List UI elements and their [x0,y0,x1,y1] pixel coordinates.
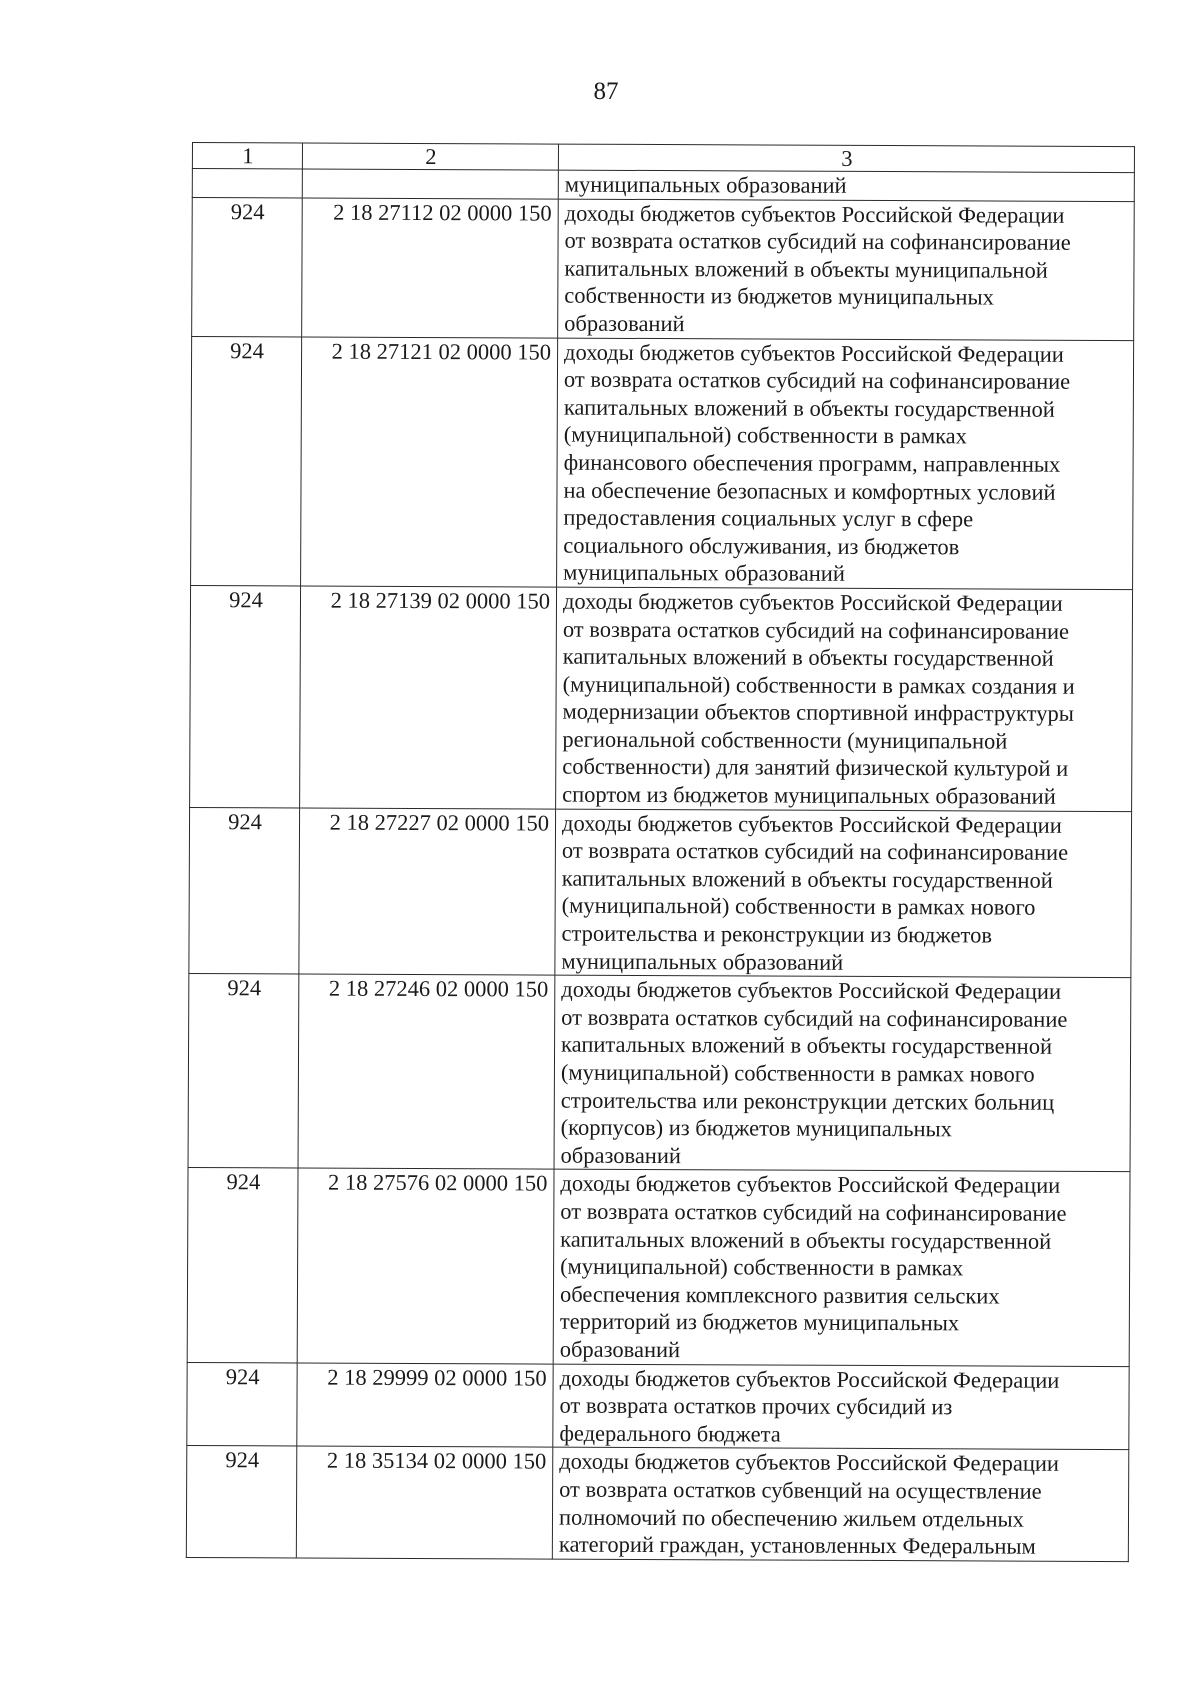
description-line: строительства и реконструкции из бюджетов [561,920,993,948]
description-line: капитальных вложений в объекты государственной [561,865,1053,893]
description-line: доходы бюджетов субъектов Российской Федерации [561,810,1062,838]
description-line: (муниципальной) собственности в рамках [560,1253,964,1281]
budget-code-cell: 2 18 27121 02 0000 150 [301,337,558,587]
budget-code-cell: 2 18 27246 02 0000 150 [298,974,555,1169]
description-line: капитальных вложений в объекты государственной [562,643,1054,671]
description-line: спортом из бюджетов муниципальных образований [562,781,1056,809]
continuation-row [192,169,1134,202]
description-line: муниципальных образований [564,171,847,198]
description-cell [554,975,1131,1172]
description-line: муниципальных образований [561,948,844,975]
table-row [189,807,1132,978]
description-line: доходы бюджетов субъектов Российской Федерации [559,1448,1060,1477]
description-line: образований [564,310,685,337]
description-line: от возврата остатков субвенций на осуществление [559,1476,1042,1504]
description-line: доходы бюджетов субъектов Российской Федерации [561,976,1062,1005]
budget-code-cell: 2 18 27227 02 0000 150 [299,808,556,976]
admin-code-cell: 924 [191,336,302,586]
table-row [187,1362,1129,1450]
description-line: доходы бюджетов субъектов Российской Федерации [564,200,1065,228]
description-line: (муниципальной) собственности в рамках нового [560,1059,1035,1087]
budget-code-cell: 2 18 35134 02 0000 150 [296,1446,552,1558]
description-line: капитальных вложений в объекты государственной [561,1032,1053,1060]
description-line: от возврата остатков субсидий на софинансирование [561,837,1069,866]
admin-code-cell: 924 [188,974,299,1169]
description-line: на обеспечение безопасных и комфортных условий [563,477,1056,505]
description-line: капитальных вложений в объекты государственной [563,394,1055,422]
page-number: 87 [593,78,619,105]
description-line: доходы бюджетов субъектов Российской Федерации [559,1365,1060,1393]
budget-code-cell: 2 18 27139 02 0000 150 [300,586,557,809]
description-cell [557,338,1134,590]
description-line: от возврата остатков субсидий на софинансирование [563,366,1071,394]
description-line: муниципальных образований [563,559,845,587]
admin-code-cell: 924 [192,197,303,336]
description-cell [556,587,1133,811]
description-line: от возврата остатков субсидий на софинансирование [562,616,1070,644]
description-cell [552,1447,1128,1561]
description-line: от возврата остатков прочих субсидий из [559,1392,953,1420]
description-line: строительства или реконструкции детских больниц [560,1087,1055,1115]
table-row [188,974,1131,1172]
budget-code-cell: 2 18 29999 02 0000 150 [297,1363,553,1448]
description-cell [558,170,1134,201]
description-line: от возврата остатков субсидий на софинансирование [561,1004,1068,1032]
description-line: предоставления социальных услуг в сфере [563,504,974,532]
budget-code-cell: 2 18 27112 02 0000 150 [302,198,559,338]
description-line: региональной собственности (муниципальной [562,726,1008,754]
description-line: доходы бюджетов субъектов Российской Федерации [562,588,1063,616]
description-line: финансового обеспечения программ, направленных [563,449,1061,477]
description-line: доходы бюджетов субъектов Российской Федерации [564,339,1064,367]
description-line: образований [559,1336,681,1363]
description-line: капитальных вложений в объекты государственной [560,1226,1052,1254]
admin-code-cell: 924 [186,1446,296,1558]
description-line: капитальных вложений в объекты муниципальной [564,255,1048,283]
admin-code-cell: 924 [187,1168,298,1363]
description-cell [553,1169,1130,1366]
budget-code-cell: 2 18 27576 02 0000 150 [297,1168,554,1363]
table-row [186,1446,1128,1561]
description-line: социального обслуживания, из бюджетов [563,532,960,560]
admin-code-cell: 924 [189,807,300,974]
description-cell [555,809,1132,978]
description-line: (муниципальной) собственности в рамках [563,421,968,449]
revenue-codes-table [186,142,1135,1562]
description-line: обеспечения комплексного развития сельских [559,1281,1000,1309]
description-line: от возврата остатков субсидий на софинансирование [560,1198,1067,1226]
description-line: территорий из бюджетов муниципальных [559,1308,960,1336]
table-row [192,197,1135,340]
description-line: собственности из бюджетов муниципальных [564,283,994,310]
description-line: федерального бюджета [559,1420,781,1447]
description-cell [553,1364,1129,1450]
column-header-3: 3 [558,144,1134,173]
admin-code-cell [192,169,302,198]
table-row [190,585,1133,811]
description-line: (муниципальной) собственности в рамках создания и [562,671,1075,699]
column-header-1: 1 [192,143,302,169]
description-cell [558,199,1135,340]
description-line: (корпусов) из бюджетов муниципальных [560,1114,952,1142]
description-line: (муниципальной) собственности в рамках нового [561,893,1036,921]
description-line: доходы бюджетов субъектов Российской Федерации [560,1170,1061,1199]
budget-code-cell [302,169,558,199]
description-line: от возврата остатков субсидий на софинансирование [564,227,1071,256]
column-header-2: 2 [302,143,558,170]
description-line: собственности) для занятий физической культурой и [562,754,1069,782]
table-row [187,1168,1130,1366]
description-line: образований [560,1142,682,1168]
table-row [191,336,1134,589]
description-line: модернизации объектов спортивной инфраструктуры [562,698,1074,727]
table-header-row [192,143,1134,173]
admin-code-cell: 924 [187,1362,297,1446]
admin-code-cell: 924 [190,585,301,807]
description-line: полномочий по обеспечению жильем отдельных [558,1504,1024,1532]
description-line: категорий граждан, установленных Федеральным [558,1531,1036,1559]
